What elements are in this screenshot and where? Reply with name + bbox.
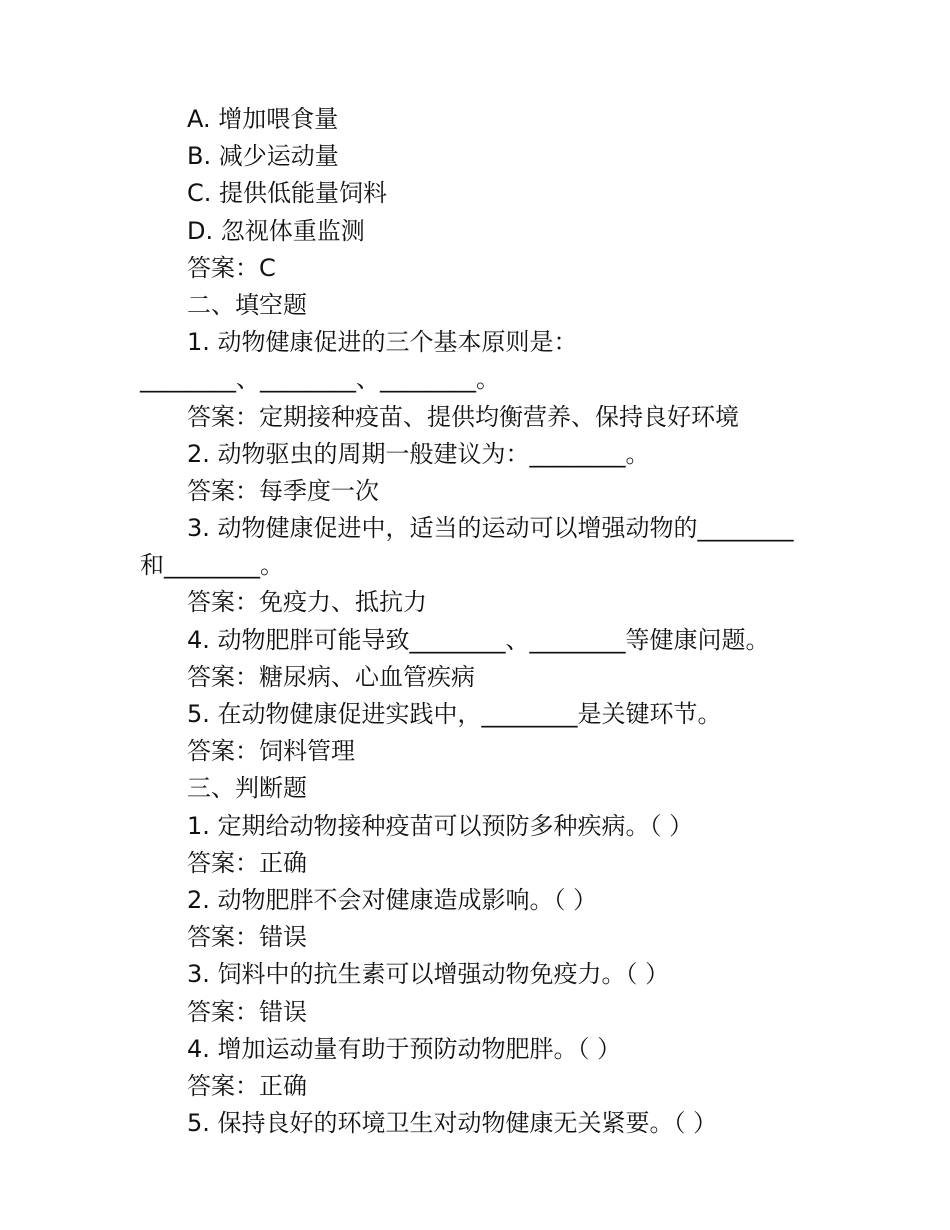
text-line: 答案：正确 xyxy=(187,1071,307,1100)
text-line: 3. 饲料中的抗生素可以增强动物免疫力。（ ） xyxy=(187,960,670,989)
text-line: D. 忽视体重监测 xyxy=(187,216,365,245)
text-line: 答案：免疫力、抵抗力 xyxy=(187,588,427,617)
text-line: 三、判断题 xyxy=(187,774,307,803)
text-line: 二、填空题 xyxy=(187,290,307,319)
text-line: 5. 在动物健康促进实践中，________是关键环节。 xyxy=(187,700,722,728)
text-line: 1. 动物健康促进的三个基本原则是： xyxy=(187,328,578,357)
text-line: 答案：饲料管理 xyxy=(187,737,355,766)
text-line: 1. 定期给动物接种疫苗可以预防多种疾病。（ ） xyxy=(187,811,694,840)
text-line: 答案：错误 xyxy=(187,923,307,952)
text-line: 和________。 xyxy=(140,551,284,580)
text-line: 答案：正确 xyxy=(187,848,307,877)
text-line: 2. 动物驱虫的周期一般建议为：________。 xyxy=(187,439,650,468)
document-body xyxy=(140,101,810,1142)
text-line: 3. 动物健康促进中，适当的运动可以增强动物的________ xyxy=(187,514,794,543)
text-line: A. 增加喂食量 xyxy=(187,105,339,133)
text-line: 4. 增加运动量有助于预防动物肥胖。（ ） xyxy=(187,1034,622,1063)
text-line: 答案：错误 xyxy=(187,997,307,1026)
text-line: ________、________、________。 xyxy=(140,365,500,394)
text-line: 答案：糖尿病、心血管疾病 xyxy=(187,662,475,691)
text-line: 答案：每季度一次 xyxy=(187,476,379,505)
text-line: 答案：定期接种疫苗、提供均衡营养、保持良好环境 xyxy=(187,402,739,431)
text-line: 4. 动物肥胖可能导致________、________等健康问题。 xyxy=(187,625,770,654)
text-line: B. 减少运动量 xyxy=(187,142,339,171)
text-line: C. 提供低能量饲料 xyxy=(187,179,388,208)
text-line: 答案：C xyxy=(187,253,276,282)
text-line: 2. 动物肥胖不会对健康造成影响。（ ） xyxy=(187,885,598,914)
text-line: 5. 保持良好的环境卫生对动物健康无关紧要。（ ） xyxy=(187,1109,718,1138)
